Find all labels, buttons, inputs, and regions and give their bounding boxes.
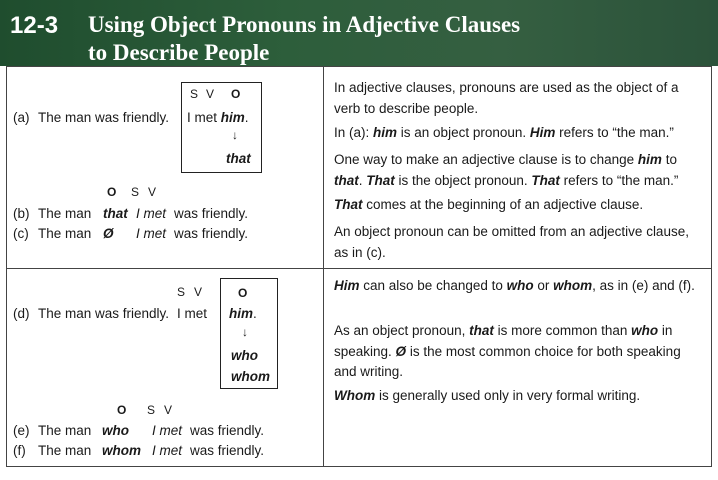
section-number: 12-3 [10, 12, 59, 39]
example-d-label: (d) [13, 306, 30, 321]
note-emphasis: that [469, 323, 494, 338]
s-label: S [177, 285, 187, 299]
note-1a: In adjective clauses, pronouns are used as the object of a verb to describe people. [334, 80, 679, 116]
note-emphasis: who [506, 278, 534, 293]
note-emphasis: Whom [334, 388, 376, 403]
chart-header [0, 0, 718, 66]
note-text: One way to make an adjective clause is to change [334, 152, 638, 167]
note-text: , as in (e) and (f). [592, 278, 695, 293]
note-text: or [533, 278, 554, 293]
o-label: O [117, 403, 128, 417]
example-e-subject: The man [38, 423, 92, 438]
example-c-rest: was friendly. [174, 226, 249, 241]
s-label: S [190, 87, 200, 101]
note-emphasis: who [631, 323, 659, 338]
example-a-clause [187, 110, 249, 126]
note-text: refers to “the man.” [555, 125, 674, 140]
note-emphasis: That [366, 172, 395, 188]
note-emphasis: Him [529, 125, 556, 140]
v-label: V [194, 285, 204, 299]
example-a-label: (a) [13, 110, 30, 125]
note-1b [334, 123, 696, 144]
clause-end: . [253, 306, 257, 321]
replacement-that: that [226, 151, 251, 166]
note-text: refers to “the man.” [559, 172, 679, 188]
note-1c [334, 150, 696, 191]
example-c-subject: The man [38, 226, 92, 241]
note-emphasis: Ø [395, 343, 407, 359]
o-label: O [231, 87, 242, 101]
example-c-clause: I met [136, 226, 167, 241]
note-emphasis: whom [553, 278, 593, 293]
note-emphasis: That [334, 197, 363, 212]
note-text: is the object pronoun. [394, 172, 532, 188]
clause-object: him [220, 110, 245, 125]
note-text: In (a): [334, 125, 374, 140]
note-text: . [358, 172, 367, 188]
note-1e: An object pronoun can be omitted from an adjective clause, as in (c). [334, 224, 689, 260]
example-b-clause: I met [136, 206, 167, 221]
example-b-label: (b) [13, 206, 30, 221]
example-e-rest: was friendly. [190, 423, 265, 438]
s-label: S [147, 403, 157, 417]
example-e-pronoun: who [102, 423, 129, 438]
note-emphasis: him [373, 125, 398, 140]
replacement-whom: whom [231, 369, 270, 384]
example-f-subject: The man [38, 443, 92, 458]
v-label: V [148, 185, 158, 199]
note-emphasis: that [334, 172, 359, 188]
note-text: is generally used only in very formal writing. [375, 388, 641, 403]
note-text: to [661, 152, 677, 167]
clause-lead: I met [187, 110, 221, 125]
note-emphasis: That [531, 172, 560, 188]
note-text: is more common than [493, 323, 632, 338]
note-text: in speaking. [334, 323, 673, 359]
note-2b [334, 321, 696, 383]
example-b-rest: was friendly. [174, 206, 249, 221]
example-c-label: (c) [13, 226, 29, 241]
note-text: is an object pronoun. [397, 125, 530, 140]
example-e-clause: I met [152, 423, 183, 438]
o-label: O [107, 185, 118, 199]
note-2c [334, 386, 696, 407]
example-d-object [229, 306, 257, 322]
title-line-2: to Describe People [88, 40, 270, 65]
clause-end: . [244, 110, 249, 125]
example-f-clause: I met [152, 443, 183, 458]
example-f-rest: was friendly. [190, 443, 265, 458]
example-b-subject: The man [38, 206, 92, 221]
arrow-down-icon: ↓ [242, 325, 248, 339]
replacement-who: who [231, 348, 258, 363]
o-label: O [238, 286, 249, 300]
row-divider [6, 268, 712, 269]
example-d-clause: I met [177, 306, 208, 321]
note-emphasis: him [637, 152, 662, 167]
note-2a [334, 276, 696, 297]
v-label: V [206, 87, 216, 101]
v-label: V [164, 403, 174, 417]
title-line-1: Using Object Pronouns in Adjective Clauses [88, 12, 521, 37]
note-text: As an object pronoun, [334, 323, 470, 338]
example-c-pronoun: Ø [103, 226, 114, 241]
clause-object: him [229, 306, 254, 321]
example-f-pronoun: whom [102, 443, 141, 458]
note-emphasis: Him [334, 278, 360, 293]
example-a-main: The man was friendly. [38, 110, 170, 125]
example-d-main: The man was friendly. [38, 306, 170, 321]
example-e-label: (e) [13, 423, 30, 438]
note-text: comes at the beginning of an adjective clause. [362, 197, 644, 212]
s-label: S [131, 185, 141, 199]
arrow-down-icon: ↓ [232, 128, 238, 142]
example-b-pronoun: that [103, 206, 128, 221]
example-f-label: (f) [13, 443, 26, 458]
note-text: can also be changed to [359, 278, 507, 293]
note-1d [334, 195, 696, 216]
column-divider [323, 66, 324, 467]
note-text: is the most common choice for both speaking and writing. [334, 343, 681, 379]
